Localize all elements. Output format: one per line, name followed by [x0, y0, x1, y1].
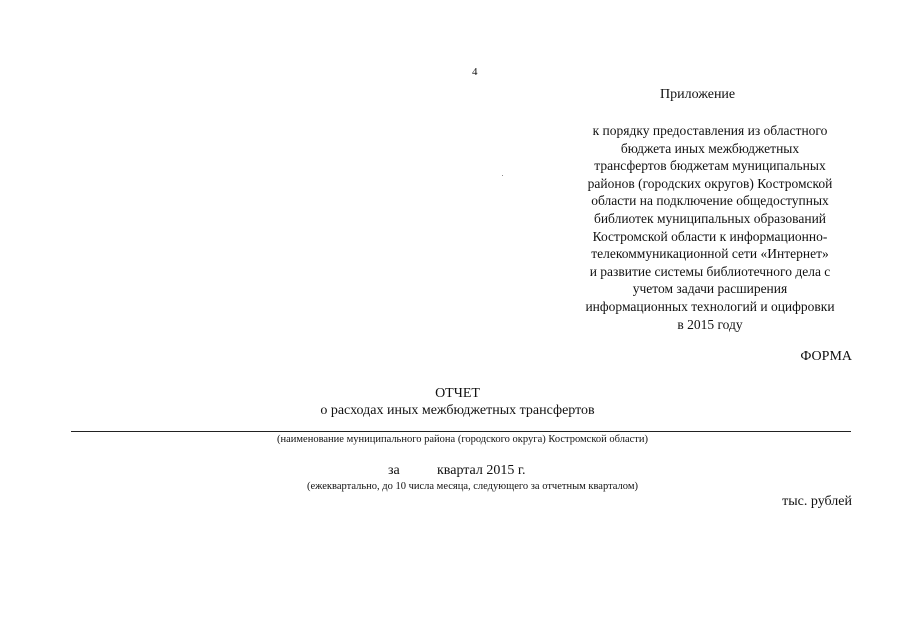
period-prefix: за — [388, 463, 400, 478]
appendix-line: Костромской области к информационно- — [592, 228, 828, 244]
appendix-line: информационных технологий и оцифровки — [585, 298, 835, 314]
appendix-line: районов (городских округов) Костромской — [587, 175, 833, 191]
appendix-description — [555, 122, 865, 333]
deadline-caption: (ежеквартально, до 10 числа месяца, следующего за отчетным кварталом) — [307, 481, 638, 492]
appendix-line: телекоммуникационной сети «Интернет» — [591, 246, 829, 262]
municipality-caption: (наименование муниципального района (городского округа) Костромской области) — [277, 434, 648, 445]
scan-speck — [502, 175, 503, 176]
appendix-title: Приложение — [660, 87, 736, 102]
appendix-line: области на подключение общедоступных — [591, 193, 829, 209]
report-subtitle: о расходах иных межбюджетных трансфертов — [320, 403, 595, 418]
appendix-line: в 2015 году — [677, 316, 743, 332]
form-label: ФОРМА — [800, 349, 852, 364]
appendix-line: библиотек муниципальных образований — [593, 210, 827, 226]
page-number: 4 — [472, 66, 478, 78]
appendix-line: учетом задачи расширения — [632, 281, 788, 297]
units-label: тыс. рублей — [782, 494, 852, 509]
report-title: ОТЧЕТ — [435, 386, 480, 401]
period-label: квартал 2015 г. — [437, 463, 526, 478]
appendix-line: к порядку предоставления из областного — [592, 123, 828, 138]
appendix-line: бюджета иных межбюджетных — [620, 140, 800, 156]
appendix-line: и развитие системы библиотечного дела с — [589, 263, 831, 279]
municipality-fill-line — [71, 431, 851, 432]
appendix-line: трансфертов бюджетам муниципальных — [594, 158, 826, 174]
